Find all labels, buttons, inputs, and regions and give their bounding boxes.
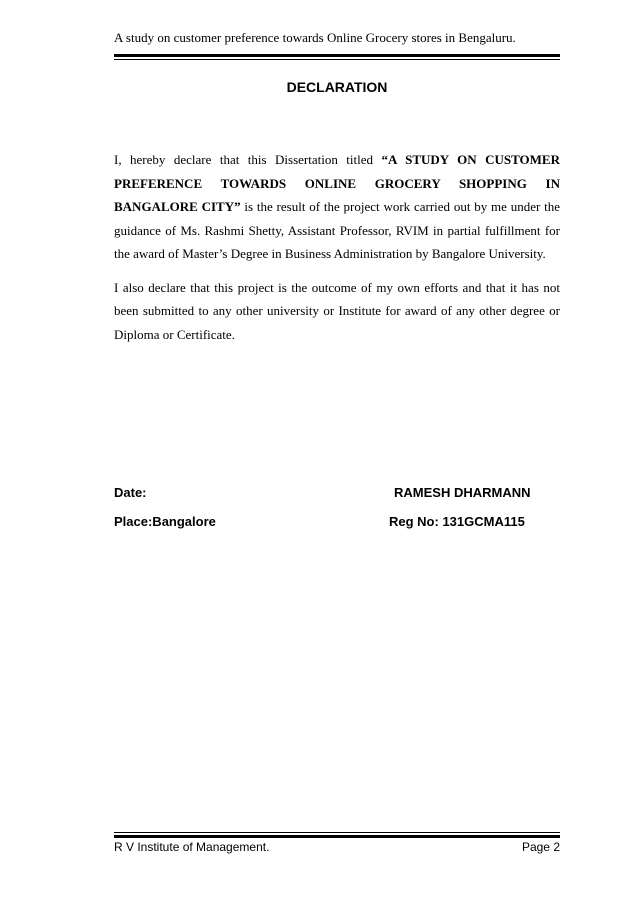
footer-rule-thick [114, 835, 560, 838]
signatory-name: RAMESH DHARMANN [394, 485, 531, 500]
paragraph-1-rest: is the result of the project work carried out by me under the guidance of Ms. Rashmi Shetty, Assistant Professor, RVIM in partial fulfillment for the award of Master’s Degree in Business Administration by Bangalore University. [114, 199, 561, 261]
header-rule-thin [114, 59, 560, 60]
page-title: DECLARATION [286, 79, 388, 95]
registration-number: Reg No: 131GCMA115 [389, 514, 525, 529]
header-rule-thick [114, 54, 560, 57]
footer-rule-thin [114, 832, 560, 833]
dissertation-title: “A STUDY ON CUSTOMER PREFERENCE TOWARDS ONLINE GROCERY SHOPPING IN BANGALORE CITY” [114, 152, 560, 214]
page-number: Page 2 [521, 840, 560, 854]
declaration-paragraph-2: I also declare that this project is the outcome of my own efforts and that it has not been submitted to any other university or Institute for award of any other degree or Diploma or Certificate. [114, 279, 560, 342]
footer-institute: R V Institute of Management. [114, 840, 270, 854]
declaration-body [114, 148, 560, 356]
date-label: Date: [114, 485, 147, 500]
paragraph-1-intro: I, hereby declare that this Dissertation titled [114, 152, 382, 167]
place-label: Place:Bangalore [114, 514, 216, 529]
declaration-paragraph-1 [114, 148, 560, 266]
running-header: A study on customer preference towards Online Grocery stores in Bengaluru. [114, 30, 516, 45]
